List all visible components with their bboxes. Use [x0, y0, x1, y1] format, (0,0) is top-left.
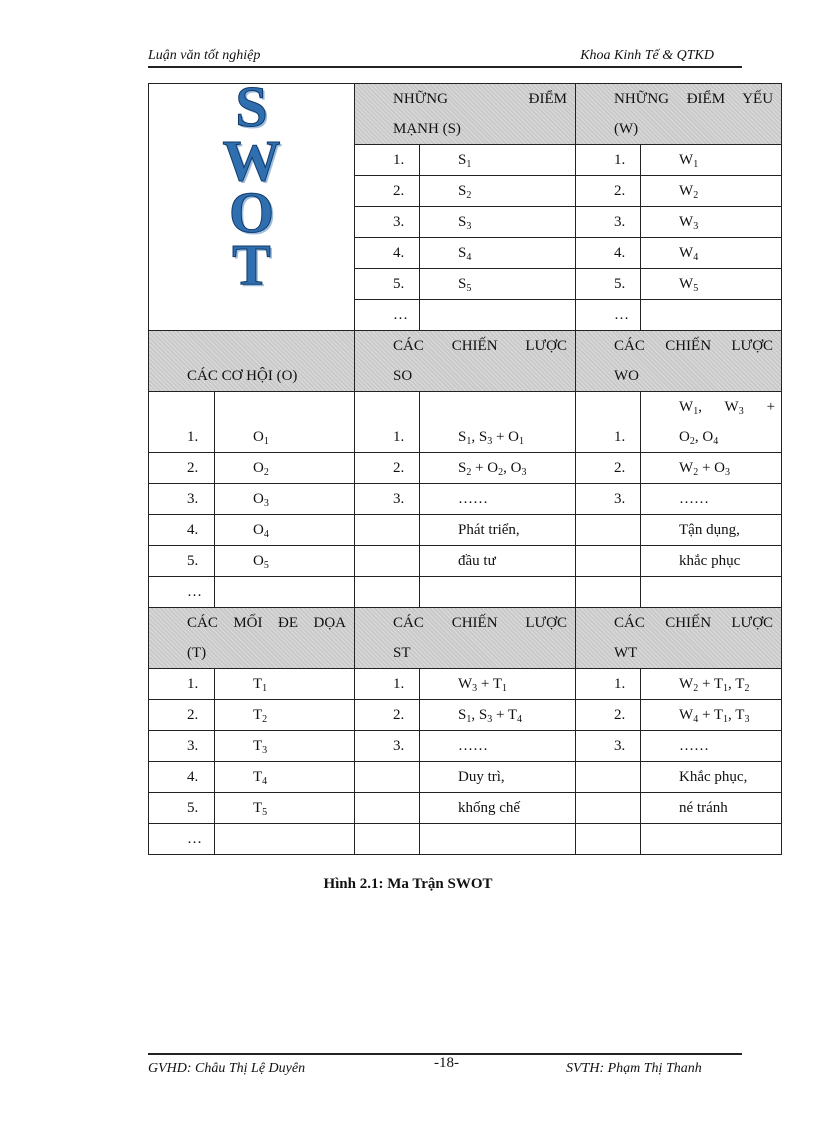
threat-item: $T_2$	[215, 700, 355, 731]
swot-logo-letter: O	[228, 180, 275, 245]
cell-empty	[355, 546, 420, 577]
wt-strategy: $W_2 + T_1$, $T_2$	[641, 669, 782, 700]
page-header	[148, 46, 742, 68]
so-strategy: đầu tư	[420, 546, 576, 577]
swot-logo-letter: T	[232, 232, 271, 297]
cell-number: 5.	[149, 546, 215, 577]
st-strategy: Duy trì,	[420, 762, 576, 793]
strength-item: $S_5$	[420, 269, 576, 300]
cell-empty	[576, 546, 641, 577]
cell-empty	[355, 793, 420, 824]
cell-number: 3.	[576, 207, 641, 238]
wo-strategy: $W_2 + O_3$	[641, 453, 782, 484]
cell-number: 1.	[149, 669, 215, 700]
header-right: Khoa Kinh Tế & QTKD	[580, 48, 714, 63]
threat-item: $T_1$	[215, 669, 355, 700]
wt-strategy: $W_4 + T_1$, $T_3$	[641, 700, 782, 731]
cell-number: 4.	[576, 238, 641, 269]
cell-number: 1.	[576, 669, 641, 700]
cell-empty	[576, 824, 641, 855]
strength-item: $S_1$	[420, 145, 576, 176]
opportunity-item: $O_4$	[215, 515, 355, 546]
cell-empty	[420, 577, 576, 608]
cell-number: 2.	[355, 176, 420, 207]
weakness-item: $W_4$	[641, 238, 782, 269]
strength-item: $S_3$	[420, 207, 576, 238]
threat-item: $T_5$	[215, 793, 355, 824]
cell-number: 3.	[149, 731, 215, 762]
wo-strategy: ……	[641, 484, 782, 515]
swot-logo-letter: W	[222, 128, 281, 193]
cell-number: 4.	[149, 762, 215, 793]
cell-empty	[215, 577, 355, 608]
cell-number: 2.	[576, 176, 641, 207]
table-row	[149, 453, 782, 484]
page-number: -18-	[434, 1055, 459, 1071]
st-strategies-header: CÁC CHIẾN LƯỢC ST	[355, 608, 576, 669]
table-row	[149, 608, 782, 669]
so-strategies-header: CÁC CHIẾN LƯỢC SO	[355, 331, 576, 392]
st-strategy: ……	[420, 731, 576, 762]
cell-ellipsis: …	[576, 300, 641, 331]
wt-strategies-header: CÁC CHIẾN LƯỢC WT	[576, 608, 782, 669]
strength-item: $S_4$	[420, 238, 576, 269]
cell-number: 4.	[149, 515, 215, 546]
cell-empty	[576, 762, 641, 793]
st-strategy: $W_3 + T_1$	[420, 669, 576, 700]
cell-number: 1.	[355, 145, 420, 176]
opportunities-header: CÁC CƠ HỘI (O)	[149, 331, 355, 392]
footer-student: SVTH: Phạm Thị Thanh	[566, 1061, 702, 1076]
table-row	[149, 546, 782, 577]
cell-number: 5.	[576, 269, 641, 300]
wt-strategy: ……	[641, 731, 782, 762]
wt-strategy: Khắc phục,	[641, 762, 782, 793]
cell-number: 3.	[576, 731, 641, 762]
page-footer	[148, 1053, 742, 1077]
weakness-item: $W_3$	[641, 207, 782, 238]
cell-number: 2.	[149, 700, 215, 731]
cell-empty	[355, 824, 420, 855]
opportunity-item: $O_5$	[215, 546, 355, 577]
footer-supervisor: GVHD: Châu Thị Lệ Duyên	[148, 1061, 306, 1076]
opportunity-item: $O_1$	[215, 392, 355, 453]
cell-empty	[420, 300, 576, 331]
table-row	[149, 669, 782, 700]
wo-strategy: Tận dụng,	[641, 515, 782, 546]
table-row	[149, 731, 782, 762]
header-left: Luận văn tốt nghiệp	[148, 48, 261, 63]
so-strategy: $S_2 + O_2$, $O_3$	[420, 453, 576, 484]
cell-number: 2.	[576, 700, 641, 731]
threat-item: $T_3$	[215, 731, 355, 762]
table-row	[149, 577, 782, 608]
cell-number: 4.	[355, 238, 420, 269]
cell-empty	[420, 824, 576, 855]
cell-empty	[641, 300, 782, 331]
cell-empty	[576, 515, 641, 546]
so-strategy: Phát triển,	[420, 515, 576, 546]
wo-strategy: khắc phục	[641, 546, 782, 577]
cell-ellipsis: …	[149, 824, 215, 855]
st-strategy: khống chế	[420, 793, 576, 824]
threat-item: $T_4$	[215, 762, 355, 793]
cell-empty	[355, 515, 420, 546]
cell-number: 5.	[149, 793, 215, 824]
weakness-item: $W_5$	[641, 269, 782, 300]
cell-number: 1.	[576, 145, 641, 176]
st-strategy: $S_1$, $S_3 + T_4$	[420, 700, 576, 731]
cell-number: 5.	[355, 269, 420, 300]
weakness-item: $W_1$	[641, 145, 782, 176]
cell-number: 3.	[355, 484, 420, 515]
table-row	[149, 824, 782, 855]
swot-logo	[149, 84, 355, 331]
cell-number: 3.	[355, 731, 420, 762]
cell-empty	[355, 762, 420, 793]
so-strategy: $S_1$, $S_3 + O_1$	[420, 392, 576, 453]
weaknesses-header: NHỮNG ĐIỂM YẾU (W)	[576, 84, 782, 145]
weakness-item: $W_2$	[641, 176, 782, 207]
cell-empty	[215, 824, 355, 855]
cell-number: 3.	[355, 207, 420, 238]
so-strategy: ……	[420, 484, 576, 515]
cell-number: 3.	[576, 484, 641, 515]
cell-number: 3.	[149, 484, 215, 515]
cell-empty	[641, 824, 782, 855]
cell-number: 1.	[149, 392, 215, 453]
cell-number: 1.	[355, 669, 420, 700]
opportunity-item: $O_2$	[215, 453, 355, 484]
swot-logo-letter: S	[235, 83, 268, 139]
cell-number: 2.	[355, 453, 420, 484]
cell-number: 2.	[576, 453, 641, 484]
cell-empty	[641, 577, 782, 608]
wt-strategy: né tránh	[641, 793, 782, 824]
cell-ellipsis: …	[149, 577, 215, 608]
table-row	[149, 762, 782, 793]
wo-strategy: $W_1$, $W_3$ + $O_2$, $O_4$	[641, 392, 782, 453]
table-row	[149, 484, 782, 515]
strength-item: $S_2$	[420, 176, 576, 207]
threats-header: CÁC MỐI ĐE DỌA (T)	[149, 608, 355, 669]
cell-empty	[355, 577, 420, 608]
cell-number: 2.	[355, 700, 420, 731]
strengths-header: NHỮNG ĐIỂM MẠNH (S)	[355, 84, 576, 145]
swot-matrix-table	[148, 83, 782, 855]
opportunity-item: $O_3$	[215, 484, 355, 515]
cell-empty	[576, 793, 641, 824]
table-row	[149, 331, 782, 392]
cell-number: 1.	[355, 392, 420, 453]
wo-strategies-header: CÁC CHIẾN LƯỢC WO	[576, 331, 782, 392]
table-row	[149, 700, 782, 731]
cell-number: 2.	[149, 453, 215, 484]
table-row	[149, 515, 782, 546]
cell-empty	[576, 577, 641, 608]
figure-caption: Hình 2.1: Ma Trận SWOT	[323, 876, 493, 892]
table-row	[149, 392, 782, 453]
cell-ellipsis: …	[355, 300, 420, 331]
table-row	[149, 793, 782, 824]
cell-number: 1.	[576, 392, 641, 453]
